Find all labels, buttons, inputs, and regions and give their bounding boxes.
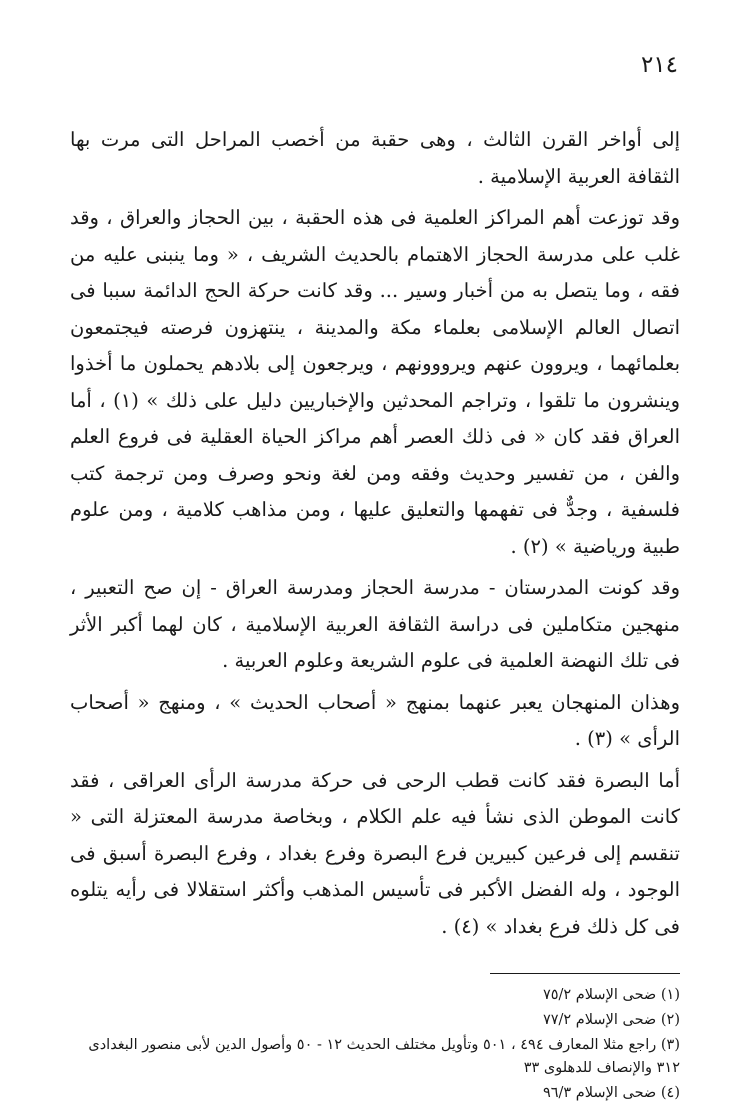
footnote-4 (70, 1082, 680, 1105)
footnote-divider (490, 973, 680, 974)
paragraph-1: إلى أواخر القرن الثالث ، وهى حقبة من أخصب المراحل التى مرت بها الثقافة العربية الإسلامية . (70, 128, 680, 188)
footnote-text: ضحى الإسلام ٧٥/٢ (542, 987, 657, 1003)
footnote-2 (70, 1009, 680, 1032)
footnote-text: ضحى الإسلام ٧٧/٢ (542, 1012, 657, 1028)
footnote-number: (٢) (660, 1012, 680, 1028)
footnote-3 (70, 1034, 680, 1080)
paragraph-2: وقد توزعت أهم المراكز العلمية فى هذه الحقبة ، بين الحجاز والعراق ، وقد غلب على مدرسة الحجاز الاهتمام بالحديث الشريف ، « وما ينبنى عليه من فقه ، وما يتصل به من أخبار وسير ... وقد كانت حركة الحج الدائمة سببا فى اتصال العالم الإسلامى بعلماء مكة والمدينة ، ينتهزون فرصته فيجتمعون بعلمائهما ، ويروون عنهم ويرووونهم ، ويرجعون إلى بلادهم يحملون ما أخذوا وينشرون ما تلقوا ، وتراجم المحدثين والإخباريين دليل على ذلك » (١) ، أما العراق فقد كان « فى ذلك العصر أهم مراكز الحياة العقلية فى فروع العلم والفن ، من تفسير وحديث وفقه ومن لغة ونحو وصرف ومن ترجمة كتب فلسفية ، وجدٌّ فى تفهمها والتعليق عليها ، ومن مذاهب كلامية ، ومن علوم طبية ورياضية » (٢) . (70, 206, 680, 558)
footnote-number: (٤) (660, 1085, 680, 1101)
paragraph-4: وهذان المنهجان يعبر عنهما بمنهج « أصحاب الحديث » ، ومنهج « أصحاب الرأى » (٣) . (70, 690, 680, 750)
footnote-text: ضحى الإسلام ٩٦/٣ (542, 1085, 657, 1101)
footnote-text: راجع مثلا المعارف ٤٩٤ ، ٥٠١ وتأويل مختلف الحديث ١٢ - ٥٠ وأصول الدين لأبى منصور البغدادى ٣١٢ والإنصاف للدهلوى ٣٣ (88, 1037, 680, 1076)
paragraph-3: وقد كونت المدرستان - مدرسة الحجاز ومدرسة العراق - إن صح التعبير ، منهجين متكاملين فى دراسة الثقافة العربية الإسلامية ، كان لهما أكبر الأثر فى تلك النهضة العلمية فى علوم الشريعة وعلوم العربية . (70, 576, 680, 672)
footnote-number: (٣) (660, 1037, 680, 1053)
footnote-1 (70, 984, 680, 1007)
footnotes-list (70, 984, 680, 1105)
paragraph-5: أما البصرة فقد كانت قطب الرحى فى حركة مدرسة الرأى العراقى ، فقد كانت الموطن الذى نشأ فيه علم الكلام ، وبخاصة مدرسة المعتزلة التى « تنقسم إلى فرعين كبيرين فرع البصرة وفرع بغداد ، وفرع البصرة أسبق فى الوجود ، وله الفضل الأكبر فى تأسيس المذهب وأكثر استقلالا فى رأيه يتلوه فى كل ذلك فرع بغداد » (٤) . (70, 768, 680, 938)
book-page (70, 50, 680, 1107)
page-number: ٢١٤ (640, 52, 678, 78)
footnote-number: (١) (660, 987, 680, 1003)
